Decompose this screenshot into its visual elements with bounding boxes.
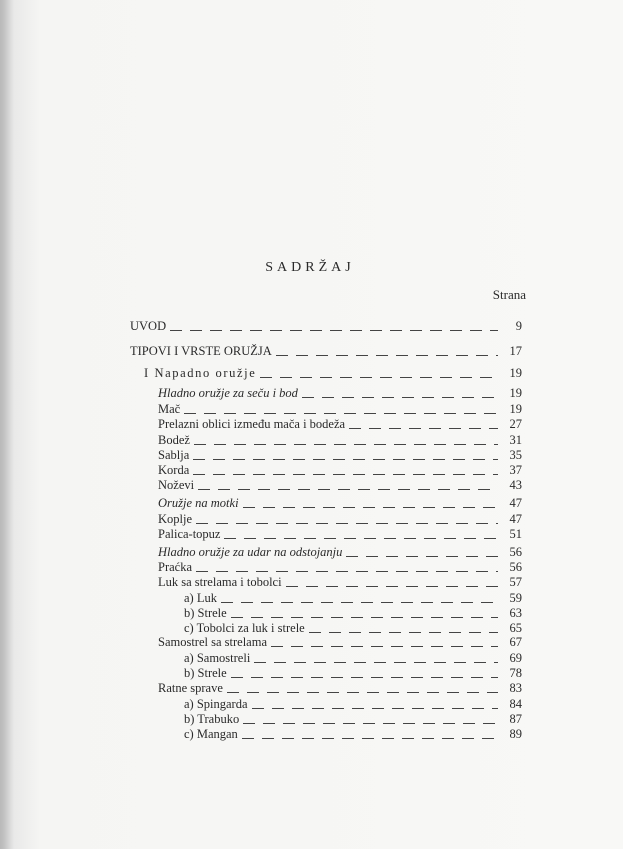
- toc-entry-page: 35: [509, 448, 522, 462]
- dash-leader: [271, 639, 498, 647]
- toc-entry: [184, 665, 522, 681]
- toc-entry-page: 78: [509, 666, 522, 680]
- page-column-header: Strana: [492, 287, 526, 302]
- dash-leader: [170, 323, 498, 331]
- toc-entry: [158, 385, 522, 401]
- toc-entry-page: 27: [509, 417, 522, 431]
- toc-entry-label: TIPOVI I VRSTE ORUŽJA: [130, 344, 272, 358]
- dash-leader: [276, 348, 498, 356]
- toc-entry: [158, 634, 522, 650]
- toc-entry: [158, 544, 522, 560]
- toc-entry-page: 83: [509, 681, 522, 695]
- toc-entry: [184, 726, 522, 742]
- toc-entry-label: b) Strele: [184, 606, 227, 620]
- toc-entry-label: a) Samostreli: [184, 651, 251, 665]
- toc-entry-page: 89: [509, 727, 522, 741]
- toc-entry-page: 57: [509, 575, 522, 589]
- toc-entry-label: Ratne sprave: [158, 681, 223, 695]
- toc-entry: [184, 711, 522, 727]
- toc-entry-label: Mač: [158, 402, 181, 416]
- toc-entry-label: Hladno oružje za seču i bod: [158, 386, 298, 400]
- toc-entry: [130, 318, 522, 334]
- toc-entry: [184, 605, 522, 621]
- dash-leader: [242, 731, 498, 739]
- toc-entry-label: Praćka: [158, 560, 193, 574]
- toc-entry: [158, 477, 522, 493]
- toc-entry-page: 67: [509, 635, 522, 649]
- toc-entry-label: a) Luk: [184, 591, 217, 605]
- dash-leader: [194, 437, 498, 445]
- toc-entry-label: Bodež: [158, 433, 190, 447]
- toc-entry-page: 47: [509, 496, 522, 510]
- toc-entry-label: Noževi: [158, 478, 195, 492]
- toc-entry-page: 65: [509, 621, 522, 635]
- toc-entry-page: 51: [509, 527, 522, 541]
- dash-leader: [302, 390, 498, 398]
- toc-entry-page: 87: [509, 712, 522, 726]
- dash-leader: [254, 655, 498, 663]
- toc-entry: [158, 432, 522, 448]
- toc-entry-label: I Napadno oružje: [144, 366, 257, 380]
- toc-entry: [158, 574, 522, 590]
- dash-leader: [243, 500, 498, 508]
- dash-leader: [193, 452, 498, 460]
- toc-entry: [158, 462, 522, 478]
- toc-entry-label: Hladno oružje za udar na odstojanju: [158, 545, 343, 559]
- toc-entry-label: Oružje na motki: [158, 496, 239, 510]
- toc-entry-page: 47: [509, 512, 522, 526]
- toc-entry-page: 19: [509, 402, 522, 416]
- toc-entry-label: Prelazni oblici između mača i bodeža: [158, 417, 346, 431]
- toc-entry-label: Luk sa strelama i tobolci: [158, 575, 282, 589]
- dash-leader: [198, 482, 498, 490]
- toc-entry: [158, 447, 522, 463]
- dash-leader: [231, 670, 498, 678]
- dash-leader: [196, 564, 498, 572]
- toc-entry: [158, 401, 522, 417]
- toc-entry: [184, 696, 522, 712]
- toc-entry-label: UVOD: [130, 319, 167, 333]
- dash-leader: [193, 467, 498, 475]
- dash-leader: [231, 610, 498, 618]
- toc-entry-page: 69: [509, 651, 522, 665]
- toc-entry: [158, 416, 522, 432]
- toc-entry-page: 43: [509, 478, 522, 492]
- dash-leader: [346, 549, 498, 557]
- dash-leader: [221, 595, 498, 603]
- toc-entry-page: 37: [509, 463, 522, 477]
- dash-leader: [243, 716, 498, 724]
- toc-entry: [144, 365, 522, 381]
- toc-entry-label: Koplje: [158, 512, 193, 526]
- toc-entry-label: b) Strele: [184, 666, 227, 680]
- toc-entry-label: a) Spingarda: [184, 697, 248, 711]
- toc-entry: [184, 650, 522, 666]
- toc-entry-page: 19: [509, 386, 522, 400]
- toc-entry-page: 19: [509, 366, 522, 380]
- toc-entry-label: Korda: [158, 463, 190, 477]
- toc-entry-page: 56: [509, 560, 522, 574]
- dash-leader: [286, 579, 498, 587]
- toc-entry-label: Sablja: [158, 448, 190, 462]
- dash-leader: [252, 701, 498, 709]
- toc-entry-label: c) Tobolci za luk i strele: [184, 621, 305, 635]
- toc-entry: [158, 526, 522, 542]
- dash-leader: [349, 421, 498, 429]
- toc-entry-label: Samostrel sa strelama: [158, 635, 267, 649]
- toc-entry-page: 56: [509, 545, 522, 559]
- toc-entry-label: b) Trabuko: [184, 712, 240, 726]
- toc-entry-page: 59: [509, 591, 522, 605]
- toc-entry: [158, 511, 522, 527]
- dash-leader: [184, 406, 498, 414]
- dash-leader: [224, 531, 498, 539]
- toc-entry-page: 31: [509, 433, 522, 447]
- toc-entry: [158, 559, 522, 575]
- dash-leader: [227, 685, 498, 693]
- toc-entry-label: c) Mangan: [184, 727, 238, 741]
- toc-entry: [158, 495, 522, 511]
- dash-leader: [260, 370, 498, 378]
- toc-entry-label: Palica-topuz: [158, 527, 221, 541]
- toc-entry-page: 84: [509, 697, 522, 711]
- toc-entry: [158, 680, 522, 696]
- toc-title: SADRŽAJ: [265, 260, 355, 275]
- toc-entry-page: 9: [515, 319, 522, 333]
- toc-entry-page: 17: [509, 344, 522, 358]
- toc-entry: [130, 343, 522, 359]
- toc-entry: [184, 590, 522, 606]
- dash-leader: [309, 625, 498, 633]
- toc-entry-page: 63: [509, 606, 522, 620]
- dash-leader: [196, 516, 498, 524]
